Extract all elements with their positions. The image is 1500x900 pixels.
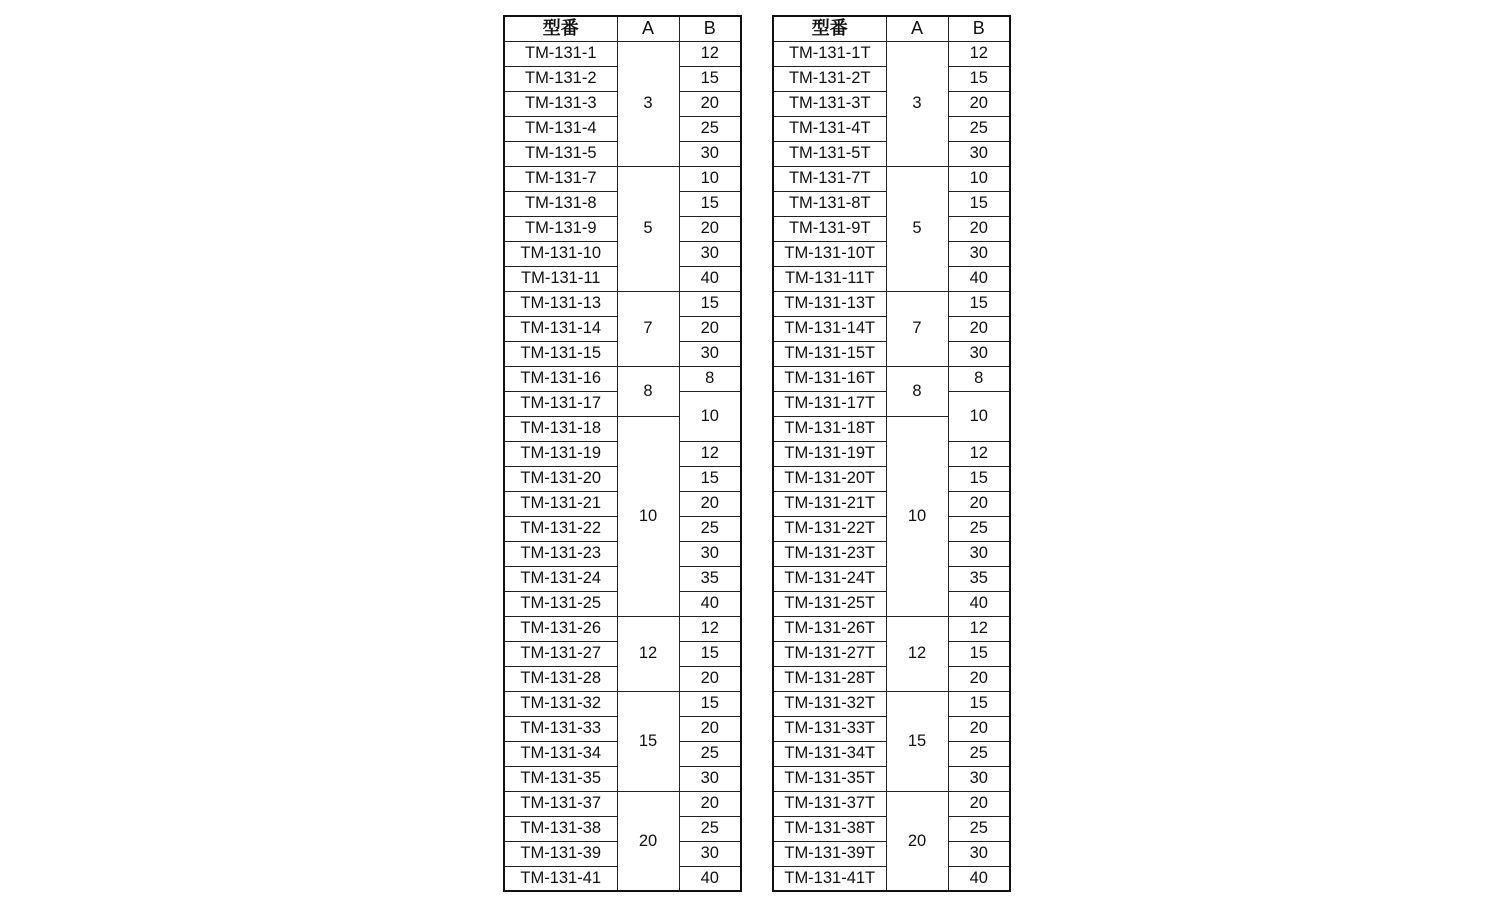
table-row (504, 791, 741, 816)
column-header-b: B (679, 16, 741, 41)
b-value-cell: 25 (948, 116, 1010, 141)
b-value-cell: 40 (948, 591, 1010, 616)
model-cell: TM-131-13T (773, 291, 886, 316)
model-cell: TM-131-28T (773, 666, 886, 691)
model-cell: TM-131-8T (773, 191, 886, 216)
b-value-cell: 35 (679, 566, 741, 591)
model-cell: TM-131-8 (504, 191, 617, 216)
model-cell: TM-131-9T (773, 216, 886, 241)
model-cell: TM-131-28 (504, 666, 617, 691)
b-value-cell: 20 (948, 791, 1010, 816)
model-cell: TM-131-32T (773, 691, 886, 716)
spec-table-right-container (772, 15, 1011, 892)
model-cell: TM-131-22 (504, 516, 617, 541)
a-value-cell: 8 (886, 366, 948, 416)
b-value-cell: 8 (679, 366, 741, 391)
model-cell: TM-131-33T (773, 716, 886, 741)
table-row (504, 366, 741, 391)
b-value-cell: 15 (948, 191, 1010, 216)
model-cell: TM-131-33 (504, 716, 617, 741)
b-value-cell: 40 (679, 866, 741, 891)
a-value-cell: 7 (886, 291, 948, 366)
model-cell: TM-131-27T (773, 641, 886, 666)
b-value-cell: 12 (679, 441, 741, 466)
a-value-cell: 7 (617, 291, 679, 366)
b-value-cell: 40 (948, 266, 1010, 291)
model-cell: TM-131-21T (773, 491, 886, 516)
model-cell: TM-131-23T (773, 541, 886, 566)
b-value-cell: 12 (679, 616, 741, 641)
b-value-cell: 25 (679, 741, 741, 766)
b-value-cell: 20 (679, 791, 741, 816)
a-value-cell: 5 (617, 166, 679, 291)
a-value-cell: 20 (886, 791, 948, 891)
b-value-cell: 35 (948, 566, 1010, 591)
model-cell: TM-131-5T (773, 141, 886, 166)
model-cell: TM-131-24 (504, 566, 617, 591)
model-cell: TM-131-34 (504, 741, 617, 766)
model-cell: TM-131-27 (504, 641, 617, 666)
model-cell: TM-131-41T (773, 866, 886, 891)
a-value-cell: 3 (886, 41, 948, 166)
b-value-cell: 30 (948, 541, 1010, 566)
table-row (504, 166, 741, 191)
model-cell: TM-131-25T (773, 591, 886, 616)
model-cell: TM-131-39T (773, 841, 886, 866)
b-value-cell: 12 (948, 616, 1010, 641)
header-row (773, 16, 1010, 41)
b-value-cell: 40 (948, 866, 1010, 891)
model-cell: TM-131-11 (504, 266, 617, 291)
b-value-cell: 10 (679, 166, 741, 191)
a-value-cell: 10 (886, 416, 948, 616)
header-row (504, 16, 741, 41)
b-value-cell: 25 (948, 516, 1010, 541)
table-row (504, 616, 741, 641)
model-cell: TM-131-24T (773, 566, 886, 591)
b-value-cell: 30 (948, 141, 1010, 166)
model-cell: TM-131-10 (504, 241, 617, 266)
a-value-cell: 5 (886, 166, 948, 291)
model-cell: TM-131-35 (504, 766, 617, 791)
model-cell: TM-131-1 (504, 41, 617, 66)
model-cell: TM-131-37 (504, 791, 617, 816)
model-cell: TM-131-26T (773, 616, 886, 641)
model-cell: TM-131-23 (504, 541, 617, 566)
b-value-cell: 15 (948, 691, 1010, 716)
a-value-cell: 10 (617, 416, 679, 616)
b-value-cell: 20 (679, 666, 741, 691)
model-cell: TM-131-19 (504, 441, 617, 466)
b-value-cell: 15 (679, 691, 741, 716)
model-cell: TM-131-19T (773, 441, 886, 466)
b-value-cell: 30 (679, 841, 741, 866)
model-cell: TM-131-38 (504, 816, 617, 841)
b-value-cell: 20 (948, 666, 1010, 691)
b-value-cell: 15 (948, 291, 1010, 316)
model-cell: TM-131-38T (773, 816, 886, 841)
model-cell: TM-131-15T (773, 341, 886, 366)
table-row (773, 366, 1010, 391)
model-cell: TM-131-15 (504, 341, 617, 366)
model-cell: TM-131-25 (504, 591, 617, 616)
model-cell: TM-131-16 (504, 366, 617, 391)
b-value-cell: 15 (679, 641, 741, 666)
b-value-cell: 20 (948, 91, 1010, 116)
model-cell: TM-131-18 (504, 416, 617, 441)
b-value-cell: 10 (948, 166, 1010, 191)
b-value-cell: 20 (948, 716, 1010, 741)
a-value-cell: 12 (886, 616, 948, 691)
b-value-cell: 40 (679, 266, 741, 291)
b-value-cell: 30 (948, 341, 1010, 366)
column-header-a: A (886, 16, 948, 41)
column-header-model: 型番 (773, 16, 886, 41)
b-value-cell: 20 (948, 316, 1010, 341)
model-cell: TM-131-1T (773, 41, 886, 66)
column-header-model: 型番 (504, 16, 617, 41)
model-cell: TM-131-20 (504, 466, 617, 491)
model-cell: TM-131-7 (504, 166, 617, 191)
b-value-cell: 15 (948, 66, 1010, 91)
model-cell: TM-131-22T (773, 516, 886, 541)
b-value-cell: 30 (948, 841, 1010, 866)
model-cell: TM-131-34T (773, 741, 886, 766)
b-value-cell: 20 (948, 491, 1010, 516)
model-cell: TM-131-4 (504, 116, 617, 141)
b-value-cell: 20 (679, 491, 741, 516)
b-value-cell: 15 (679, 466, 741, 491)
b-value-cell: 40 (679, 591, 741, 616)
b-value-cell: 12 (679, 41, 741, 66)
column-header-a: A (617, 16, 679, 41)
model-cell: TM-131-39 (504, 841, 617, 866)
b-value-cell: 25 (948, 816, 1010, 841)
b-value-cell: 8 (948, 366, 1010, 391)
model-cell: TM-131-2T (773, 66, 886, 91)
b-value-cell: 10 (679, 391, 741, 441)
model-cell: TM-131-18T (773, 416, 886, 441)
a-value-cell: 15 (617, 691, 679, 791)
a-value-cell: 20 (617, 791, 679, 891)
table-row (773, 166, 1010, 191)
b-value-cell: 30 (679, 541, 741, 566)
model-cell: TM-131-4T (773, 116, 886, 141)
a-value-cell: 8 (617, 366, 679, 416)
b-value-cell: 25 (948, 741, 1010, 766)
b-value-cell: 30 (679, 141, 741, 166)
a-value-cell: 12 (617, 616, 679, 691)
b-value-cell: 12 (948, 441, 1010, 466)
model-cell: TM-131-3 (504, 91, 617, 116)
b-value-cell: 30 (948, 766, 1010, 791)
spec-table-left (503, 15, 742, 892)
table-row (773, 791, 1010, 816)
column-header-b: B (948, 16, 1010, 41)
b-value-cell: 25 (679, 516, 741, 541)
table-row (504, 41, 741, 66)
b-value-cell: 20 (679, 316, 741, 341)
model-cell: TM-131-26 (504, 616, 617, 641)
table-row (504, 291, 741, 316)
b-value-cell: 20 (679, 716, 741, 741)
model-cell: TM-131-13 (504, 291, 617, 316)
model-cell: TM-131-17 (504, 391, 617, 416)
b-value-cell: 15 (679, 291, 741, 316)
model-cell: TM-131-3T (773, 91, 886, 116)
model-cell: TM-131-5 (504, 141, 617, 166)
table-row (773, 41, 1010, 66)
model-cell: TM-131-17T (773, 391, 886, 416)
b-value-cell: 30 (948, 241, 1010, 266)
b-value-cell: 12 (948, 41, 1010, 66)
table-row (773, 616, 1010, 641)
b-value-cell: 10 (948, 391, 1010, 441)
b-value-cell: 15 (679, 191, 741, 216)
model-cell: TM-131-9 (504, 216, 617, 241)
b-value-cell: 20 (679, 91, 741, 116)
model-cell: TM-131-35T (773, 766, 886, 791)
model-cell: TM-131-16T (773, 366, 886, 391)
model-cell: TM-131-37T (773, 791, 886, 816)
b-value-cell: 30 (679, 766, 741, 791)
model-cell: TM-131-2 (504, 66, 617, 91)
b-value-cell: 15 (948, 641, 1010, 666)
b-value-cell: 30 (679, 241, 741, 266)
table-row (504, 691, 741, 716)
model-cell: TM-131-21 (504, 491, 617, 516)
table-row (773, 691, 1010, 716)
b-value-cell: 20 (948, 216, 1010, 241)
spec-table-right (772, 15, 1011, 892)
b-value-cell: 15 (948, 466, 1010, 491)
a-value-cell: 3 (617, 41, 679, 166)
model-cell: TM-131-7T (773, 166, 886, 191)
table-row (773, 291, 1010, 316)
b-value-cell: 25 (679, 816, 741, 841)
model-cell: TM-131-14 (504, 316, 617, 341)
model-cell: TM-131-41 (504, 866, 617, 891)
model-cell: TM-131-14T (773, 316, 886, 341)
model-cell: TM-131-20T (773, 466, 886, 491)
a-value-cell: 15 (886, 691, 948, 791)
b-value-cell: 25 (679, 116, 741, 141)
model-cell: TM-131-11T (773, 266, 886, 291)
b-value-cell: 15 (679, 66, 741, 91)
model-cell: TM-131-32 (504, 691, 617, 716)
model-cell: TM-131-10T (773, 241, 886, 266)
spec-table-left-container (503, 15, 742, 892)
b-value-cell: 30 (679, 341, 741, 366)
b-value-cell: 20 (679, 216, 741, 241)
